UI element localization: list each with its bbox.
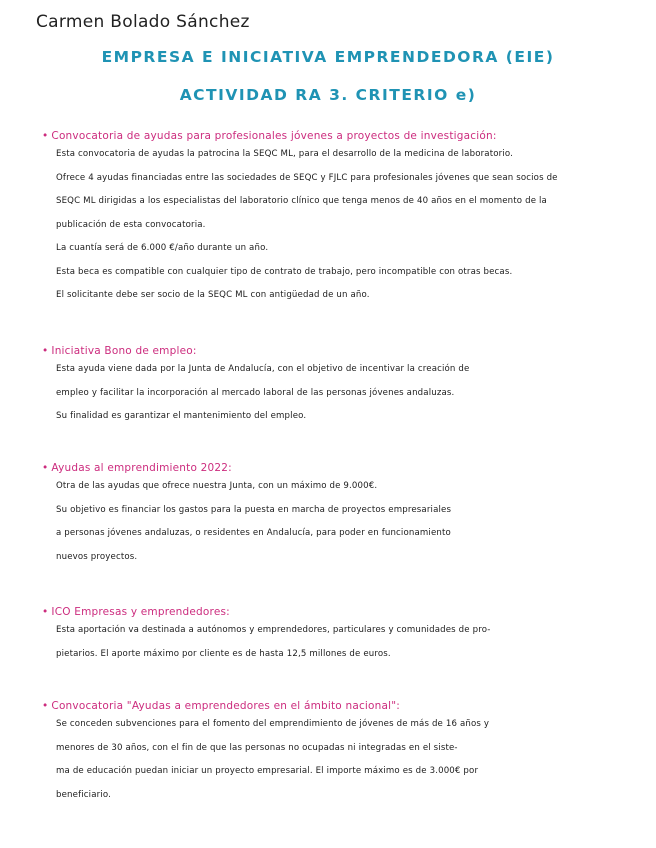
document-title: EMPRESA E INICIATIVA EMPRENDEDORA (EIE) [101, 48, 555, 66]
section-heading: • Convocatoria "Ayudas a emprendedores en el ámbito nacional": [42, 700, 401, 712]
bullet-icon: • [42, 130, 49, 142]
section-heading: • Ayudas al emprendimiento 2022: [42, 462, 232, 474]
text-line: Su objetivo es financiar los gastos para la puesta en marcha de proyectos empresariales [56, 504, 452, 515]
text-line: Su finalidad es garantizar el mantenimiento del empleo. [56, 411, 307, 421]
text-line: pietarios. El aporte máximo por cliente es de hasta 12,5 millones de euros. [56, 648, 391, 659]
text-line: Ofrece 4 ayudas financiadas entre las sociedades de SEQC y FJLC para profesionales jóvenes que sean socios de [56, 172, 558, 183]
section-ico-companies [42, 606, 626, 672]
text-line: ma de educación puedan iniciar un proyecto empresarial. El importe máximo es de 3.000€ por [56, 766, 479, 776]
text-line: empleo y facilitar la incorporación al mercado laboral de las personas jóvenes andaluzas. [56, 387, 455, 398]
section-national-grants [42, 700, 626, 813]
author-name: Carmen Bolado Sánchez [36, 12, 250, 32]
text-line: a personas jóvenes andaluzas, o residentes en Andalucía, para poder en funcionamiento [56, 528, 451, 538]
text-line: Esta beca es compatible con cualquier tipo de contrato de trabajo, pero incompatible con otras becas. [56, 266, 513, 277]
text-line: menores de 30 años, con el fin de que las personas no ocupadas ni integradas en el siste- [56, 742, 458, 753]
text-line: beneficiario. [56, 789, 111, 800]
section-entrepreneurship-aid [42, 462, 626, 575]
text-line: El solicitante debe ser socio de la SEQC ML con antigüedad de un año. [56, 290, 370, 300]
text-line: nuevos proyectos. [56, 551, 138, 562]
text-line: Esta aportación va destinada a autónomos y emprendedores, particulares y comunidades de pro- [56, 625, 491, 635]
bullet-icon: • [42, 345, 49, 357]
section-heading: • ICO Empresas y emprendedores: [42, 606, 230, 618]
text-line: La cuantía será de 6.000 €/año durante un año. [56, 243, 269, 253]
bullet-icon: • [42, 606, 49, 618]
bullet-icon: • [42, 462, 49, 474]
text-line: Esta convocatoria de ayudas la patrocina la SEQC ML, para el desarrollo de la medicina de laboratorio. [56, 149, 513, 159]
section-research-grants [42, 130, 626, 314]
section-employment-bonus [42, 345, 626, 435]
section-heading: • Convocatoria de ayudas para profesionales jóvenes a proyectos de investigación: [42, 130, 497, 142]
section-heading: • Iniciativa Bono de empleo: [42, 345, 197, 357]
text-line: Otra de las ayudas que ofrece nuestra Junta, con un máximo de 9.000€. [56, 481, 378, 491]
text-line: Se conceden subvenciones para el fomento del emprendimiento de jóvenes de más de 16 años y [56, 719, 490, 729]
text-line: Esta ayuda viene dada por la Junta de Andalucía, con el objetivo de incentivar la creación de [56, 364, 470, 374]
bullet-icon: • [42, 700, 49, 712]
text-line: publicación de esta convocatoria. [56, 219, 206, 230]
text-line: SEQC ML dirigidas a los especialistas del laboratorio clínico que tenga menos de 40 años en el momento de la [56, 196, 547, 206]
document-subtitle: ACTIVIDAD RA 3. CRITERIO e) [179, 86, 477, 104]
